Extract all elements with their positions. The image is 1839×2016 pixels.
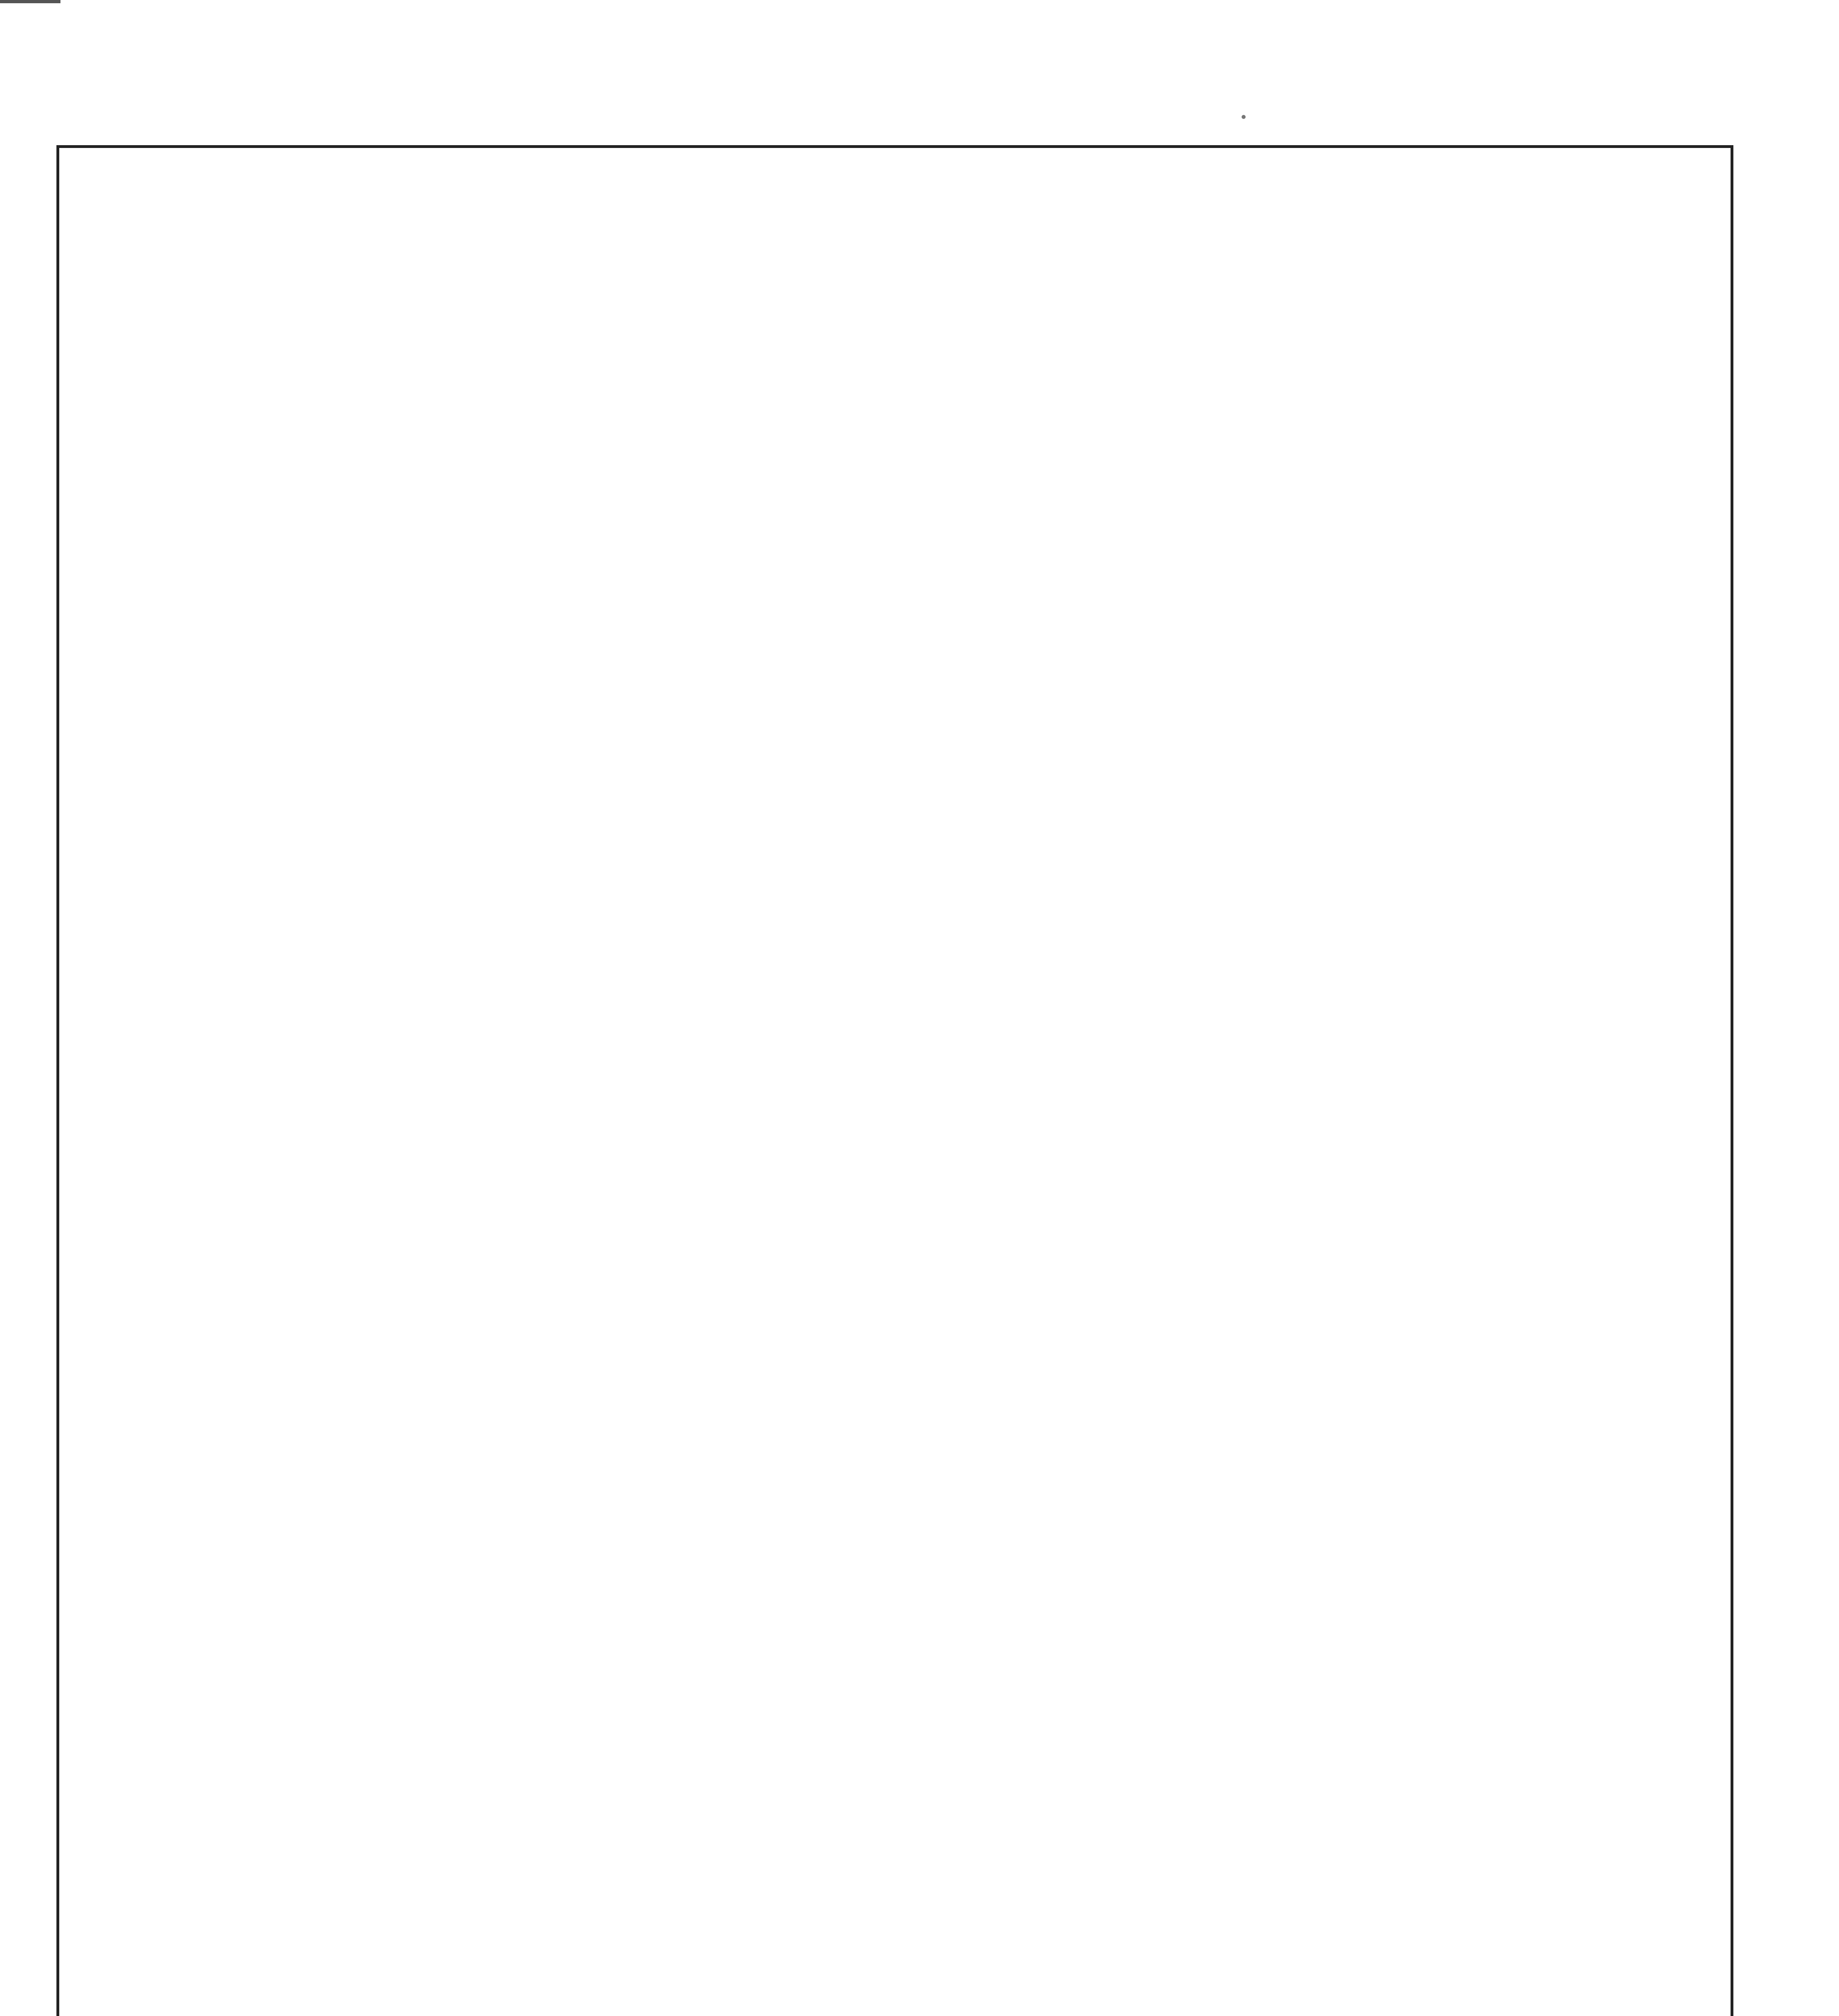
scan-speck: [1242, 115, 1246, 119]
bulletin-frame: [56, 145, 1733, 2016]
scan-edge-mark: [0, 0, 60, 3]
